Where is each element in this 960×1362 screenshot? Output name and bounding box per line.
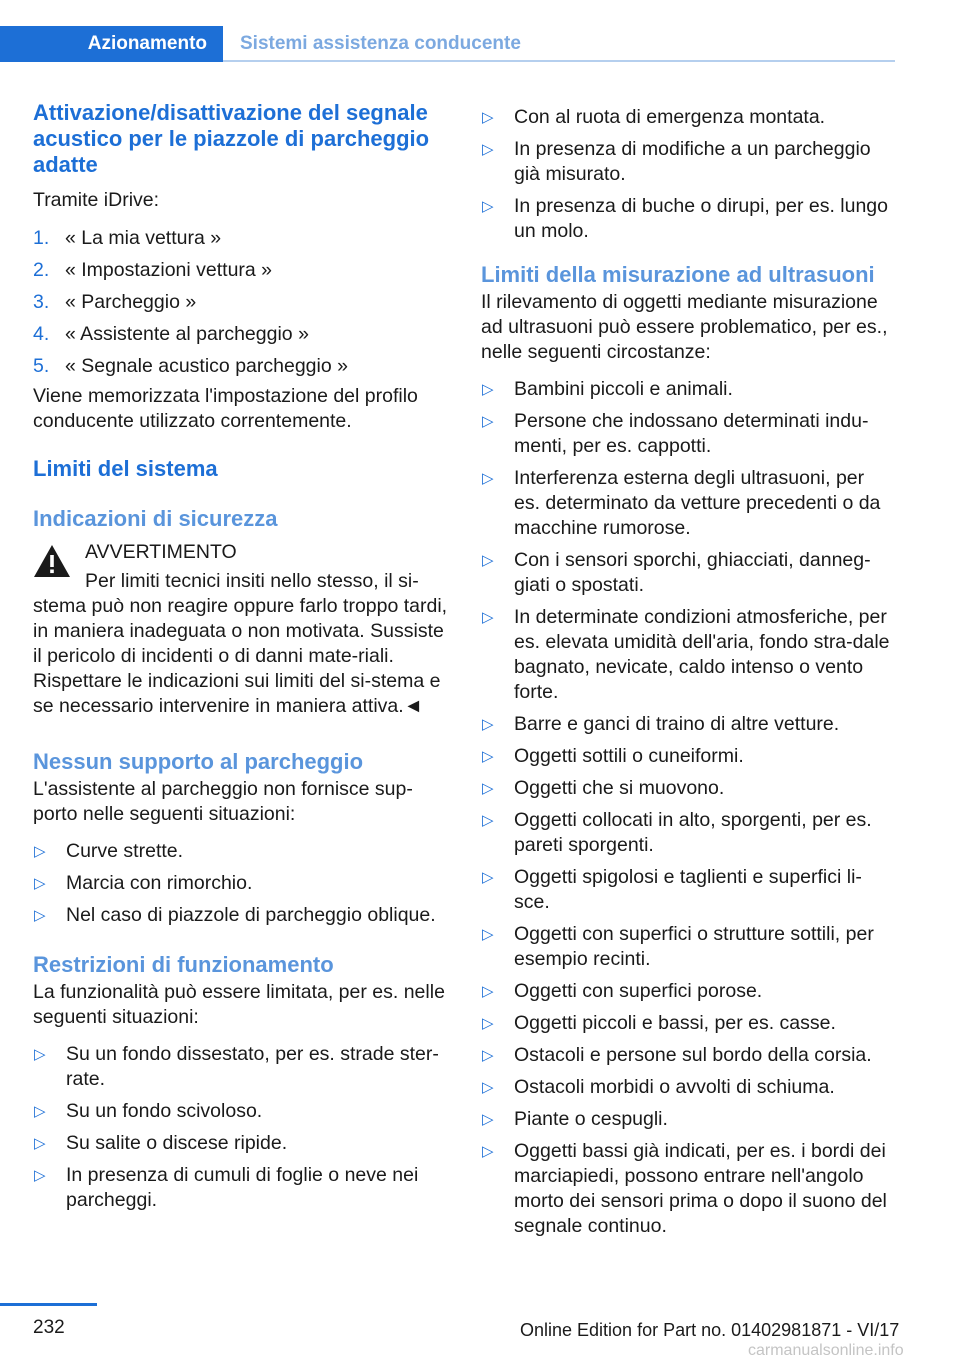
list-item [33, 903, 448, 928]
memo-text: Viene memorizzata l'impostazione del profilo conducente utilizzato correntemente. [33, 385, 418, 432]
triangle-right-outline-icon: ▷ [482, 716, 494, 733]
list-item-text: Su un fondo scivoloso. [66, 1100, 263, 1122]
triangle-right-outline-icon: ▷ [482, 381, 494, 398]
idrive-steps [33, 226, 448, 379]
list-item-text: Nel caso di piazzole di parcheggio oblique. [66, 904, 436, 926]
list-item-text: Interferenza esterna degli ultrasuoni, per es. determinato da vetture precedenti o da macchine rumorose. [514, 467, 881, 539]
list-item [481, 409, 895, 459]
heading-ultrasound-limits: Limiti della misurazione ad ultrasuoni [481, 262, 875, 287]
list-item [481, 1043, 895, 1068]
step-number: 5. [33, 355, 50, 377]
list-item [33, 1131, 448, 1156]
triangle-right-outline-icon: ▷ [482, 748, 494, 765]
list-item [33, 258, 448, 283]
triangle-right-outline-icon: ▷ [482, 609, 494, 626]
step-text: « Segnale acustico parcheggio » [65, 355, 348, 377]
list-item [33, 839, 448, 864]
list-item [481, 744, 895, 769]
list-item-text: Con i sensori sporchi, ghiacciati, danneg-giati o spostati. [514, 549, 871, 596]
warning-box [33, 540, 448, 719]
list-item [481, 808, 895, 858]
top-conditions-list [481, 105, 895, 244]
list-item-text: Oggetti con superfici o strutture sottili, per esempio recinti. [514, 923, 874, 970]
list-item [33, 290, 448, 315]
step-number: 2. [33, 259, 50, 281]
triangle-right-outline-icon: ▷ [482, 926, 494, 943]
list-item [481, 922, 895, 972]
list-item-text: Piante o cespugli. [514, 1108, 668, 1130]
header-rule [223, 60, 895, 62]
step-text: « Parcheggio » [65, 291, 197, 313]
list-item-text: Ostacoli morbidi o avvolti di schiuma. [514, 1076, 835, 1098]
list-item [481, 548, 895, 598]
triangle-right-outline-icon: ▷ [482, 109, 494, 126]
list-item-text: Oggetti che si muovono. [514, 777, 725, 799]
triangle-right-outline-icon: ▷ [482, 983, 494, 1000]
list-item [481, 712, 895, 737]
list-item [481, 979, 895, 1004]
footer-rule [0, 1303, 97, 1306]
list-item-text: Persone che indossano determinati indu-menti, per es. cappotti. [514, 410, 869, 457]
list-item [481, 1107, 895, 1132]
step-text: « Assistente al parcheggio » [65, 323, 309, 345]
list-item [481, 466, 895, 541]
triangle-right-outline-icon: ▷ [34, 907, 46, 924]
triangle-right-outline-icon: ▷ [482, 552, 494, 569]
triangle-right-outline-icon: ▷ [482, 413, 494, 430]
step-text: « La mia vettura » [65, 227, 222, 249]
list-item [33, 354, 448, 379]
right-column [481, 105, 895, 1246]
warning-body: stema può non reagire oppure farlo troppo tardi, in maniera inadeguata o non motivata. Sussiste il pericolo di incidenti o di danni mate-riali. Rispettare le indicazioni sui limiti del si-stema e se necessario intervenire in maniera attiva.◄ [33, 595, 448, 717]
list-item [481, 1075, 895, 1100]
list-item-text: Oggetti spigolosi e taglienti e superfici li-sce. [514, 866, 862, 913]
list-item-text: In presenza di buche o dirupi, per es. lungo un molo. [514, 195, 888, 242]
triangle-right-outline-icon: ▷ [482, 812, 494, 829]
list-item [33, 871, 448, 896]
triangle-right-outline-icon: ▷ [482, 780, 494, 797]
edition-text: Online Edition for Part no. 01402981871 - VI/17 [520, 1320, 900, 1340]
list-item-text: Oggetti con superfici porose. [514, 980, 763, 1002]
no-support-intro: L'assistente al parcheggio non fornisce sup-porto nelle seguenti situazioni: [33, 778, 413, 825]
list-item-text: Curve strette. [66, 840, 184, 862]
triangle-right-outline-icon: ▷ [482, 1079, 494, 1096]
list-item [481, 377, 895, 402]
warning-first-line: Per limiti tecnici insiti nello stesso, il si- [85, 570, 419, 592]
watermark: carmanualsonline.info [748, 1342, 904, 1359]
list-item [33, 322, 448, 347]
list-item-text: Su un fondo dissestato, per es. strade ster-rate. [66, 1043, 439, 1090]
list-item-text: Oggetti bassi già indicati, per es. i bordi dei marciapiedi, possono entrare nell'angolo morto dei sensori prima o dopo il suono del segnale continuo. [514, 1140, 887, 1237]
list-item-text: Ostacoli e persone sul bordo della corsia. [514, 1044, 872, 1066]
triangle-right-outline-icon: ▷ [34, 1103, 46, 1120]
list-item-text: In presenza di modifiche a un parcheggio già misurato. [514, 138, 871, 185]
list-item-text: In presenza di cumuli di foglie o neve nei parcheggi. [66, 1164, 419, 1211]
list-item [481, 776, 895, 801]
triangle-right-outline-icon: ▷ [482, 1015, 494, 1032]
page-number: 232 [33, 1317, 65, 1338]
list-item-text: Con al ruota di emergenza montata. [514, 106, 826, 128]
warning-triangle-icon [33, 544, 71, 578]
restrictions-list [33, 1042, 448, 1213]
left-column [33, 100, 448, 1220]
list-item-text: Oggetti sottili o cuneiformi. [514, 745, 744, 767]
list-item-text: In determinate condizioni atmosferiche, per es. elevata umidità dell'aria, fondo stra-dale bagnato, nevicate, caldo intenso o vento forte. [514, 606, 890, 703]
section-tab-inactive: Sistemi assistenza conducente [240, 33, 521, 54]
step-number: 4. [33, 323, 50, 345]
heading-sound-signal: Attivazione/disattivazione del segnale acustico per le piazzole di parcheggio adatte [33, 100, 430, 177]
heading-restrictions: Restrizioni di funzionamento [33, 952, 334, 977]
triangle-right-outline-icon: ▷ [482, 1111, 494, 1128]
restrictions-intro: La funzionalità può essere limitata, per es. nelle seguenti situazioni: [33, 981, 445, 1028]
triangle-right-outline-icon: ▷ [482, 141, 494, 158]
ultrasound-intro: Il rilevamento di oggetti mediante misurazione ad ultrasuoni può essere problematico, per es., nelle seguenti circostanze: [481, 291, 888, 363]
list-item [481, 1011, 895, 1036]
warning-title: AVVERTIMENTO [85, 541, 237, 563]
no-support-list [33, 839, 448, 928]
list-item-text: Su salite o discese ripide. [66, 1132, 288, 1154]
triangle-right-outline-icon: ▷ [482, 198, 494, 215]
heading-no-support: Nessun supporto al parcheggio [33, 749, 364, 774]
list-item [33, 1163, 448, 1213]
list-item-text: Bambini piccoli e animali. [514, 378, 733, 400]
list-item-text: Oggetti piccoli e bassi, per es. casse. [514, 1012, 836, 1034]
list-item-text: Oggetti collocati in alto, sporgenti, per es. pareti sporgenti. [514, 809, 872, 856]
triangle-right-outline-icon: ▷ [482, 1143, 494, 1160]
list-item [481, 137, 895, 187]
triangle-right-outline-icon: ▷ [34, 1135, 46, 1152]
triangle-right-outline-icon: ▷ [34, 1046, 46, 1063]
triangle-right-outline-icon: ▷ [34, 843, 46, 860]
list-item [33, 1099, 448, 1124]
list-item [481, 605, 895, 705]
list-item [33, 1042, 448, 1092]
ultrasound-list [481, 377, 895, 1239]
list-item [481, 105, 895, 130]
heading-system-limits: Limiti del sistema [33, 456, 218, 481]
list-item [481, 194, 895, 244]
heading-safety: Indicazioni di sicurezza [33, 506, 278, 531]
step-text: « Impostazioni vettura » [65, 259, 273, 281]
triangle-right-outline-icon: ▷ [34, 1167, 46, 1184]
triangle-right-outline-icon: ▷ [482, 470, 494, 487]
list-item-text: Marcia con rimorchio. [66, 872, 253, 894]
step-number: 1. [33, 227, 50, 249]
list-item [33, 226, 448, 251]
section-tab-active: Azionamento [0, 26, 223, 62]
triangle-right-outline-icon: ▷ [482, 869, 494, 886]
triangle-right-outline-icon: ▷ [482, 1047, 494, 1064]
step-number: 3. [33, 291, 50, 313]
list-item-text: Barre e ganci di traino di altre vetture. [514, 713, 840, 735]
page-header [0, 26, 895, 62]
intro-text: Tramite iDrive: [33, 189, 160, 211]
triangle-right-outline-icon: ▷ [34, 875, 46, 892]
list-item [481, 1139, 895, 1239]
list-item [481, 865, 895, 915]
